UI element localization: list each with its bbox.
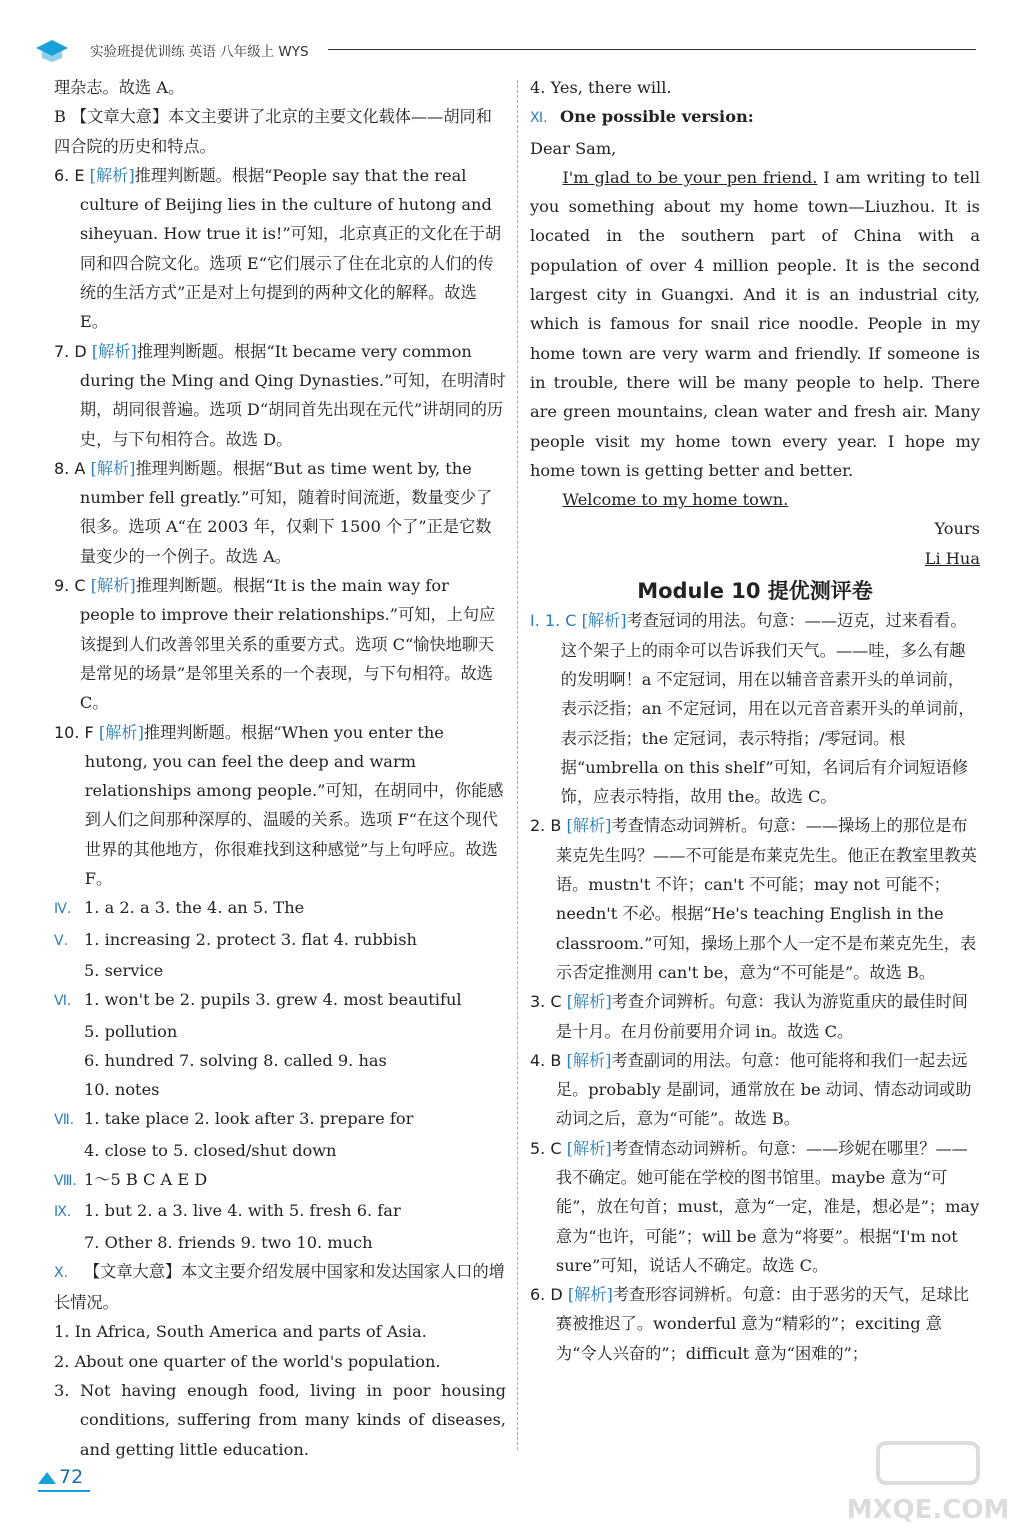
letter-closing: Welcome to my home town.	[562, 490, 789, 510]
answer-item	[54, 161, 506, 337]
item-number: 8. A	[54, 458, 86, 478]
analysis-tag: [解析]	[566, 816, 612, 836]
item-number: 7. D	[54, 341, 87, 361]
answer-item	[530, 1280, 980, 1368]
left-column	[54, 73, 506, 1464]
answer-line: 10. notes	[84, 1080, 160, 1100]
summary-paragraph: B 【文章大意】本文主要讲了北京的主要文化载体——胡同和四合院的历史和特点。	[54, 107, 492, 156]
answer-line: 4. Yes, there will.	[530, 78, 672, 97]
answer-line: 2. About one quarter of the world's population.	[54, 1351, 441, 1371]
item-number: 4. B	[530, 1050, 562, 1070]
answer-item	[530, 1046, 980, 1134]
item-text: 推理判断题。根据“It is the main way for people to improve their relationships.”可知，上句应该提到人们改善邻里关系的重要方式。选项 C“愉快地聊天是常见的场景”是邻里关系的一个表现，与下句相符。故选 C。	[79, 576, 496, 713]
page-number-text: 72	[59, 1466, 84, 1488]
item-number: Ⅰ. 1. C	[530, 611, 577, 631]
item-number: 2. B	[530, 816, 562, 836]
item-number: 6. D	[530, 1285, 563, 1305]
answer-line: 1. won't be 2. pupils 3. grew 4. most beautiful	[84, 990, 462, 1010]
letter-body	[530, 163, 980, 485]
letter-sign-off: Yours	[934, 519, 980, 539]
item-text: 考查介词辨析。句意：我认为游览重庆的最佳时间是十月。在月份前要用介词 in。故选 C。	[555, 992, 968, 1041]
item-text: 考查形容词辨析。句意：由于恶劣的天气，足球比赛被推迟了。wonderful 意为“精彩的”；exciting 意为“令人兴奋的”；difficult 意为“困难的”；	[555, 1285, 969, 1363]
analysis-tag: [解析]	[91, 341, 137, 361]
item-number: 3. C	[530, 992, 562, 1012]
right-column	[530, 73, 980, 1368]
analysis-tag: [解析]	[90, 576, 136, 596]
answer-line: 1. take place 2. look after 3. prepare for	[84, 1109, 414, 1129]
section-numeral: Ⅴ.	[54, 932, 69, 949]
answer-block	[54, 925, 506, 986]
letter-closing-line	[530, 485, 980, 514]
analysis-tag: [解析]	[566, 992, 612, 1012]
answer-row	[54, 925, 506, 956]
up-arrow-icon	[38, 1472, 56, 1484]
answer-item	[54, 718, 506, 894]
section-x-summary	[54, 1257, 506, 1318]
section-xi	[530, 102, 980, 133]
letter-greeting: Dear Sam,	[530, 138, 617, 158]
answer-line: 1. increasing 2. protect 3. flat 4. rubbish	[84, 929, 417, 949]
answer-block	[54, 1165, 506, 1196]
item-number: 10. F	[54, 722, 94, 742]
answer-row	[54, 1196, 506, 1227]
section-numeral: Ⅵ.	[54, 993, 72, 1010]
answer-line: 5. pollution	[84, 1021, 178, 1041]
analysis-tag: [解析]	[581, 611, 627, 631]
answer-item	[530, 606, 980, 811]
header-title: 实验班提优训练 英语 八年级上 WYS	[90, 44, 309, 60]
analysis-tag: [解析]	[98, 722, 144, 742]
answer-line: 5. service	[84, 960, 164, 980]
item-text: 推理判断题。根据“People say that the real culture of Beijing lies in the culture of hutong and siheyuan. How true it is!”可知，北京真正的文化在于胡同和四合院文化。选项 E“它们展示了住在北京的人们的传统的生活方式”正是对上句提到的两种文化的解释。故选 E。	[79, 165, 502, 332]
answer-line: 1. In Africa, South America and parts of Asia.	[54, 1322, 427, 1342]
analysis-tag: [解析]	[566, 1138, 612, 1158]
answer-line: 4. close to 5. closed/shut down	[84, 1140, 337, 1160]
item-text: 推理判断题。根据“But as time went by, the number fell greatly.”可知，随着时间流逝，数量变少了很多。选项 A“在 2003 年，仅剩下 1500 个了”正是它数量变少的一个例子。故选 A。	[79, 458, 493, 566]
module-title: Module 10 提优测评卷	[637, 579, 873, 604]
answer-line: 7. Other 8. friends 9. two 10. much	[84, 1232, 373, 1252]
item-number: 5. C	[530, 1138, 562, 1158]
answer-row	[54, 893, 506, 924]
answer-item	[530, 811, 980, 987]
item-text: 考查情态动词辨析。句意：——珍妮在哪里？——我不确定。她可能在学校的图书馆里。maybe 意为“可能”，放在句首；must，意为“一定，准是，想必是”；may 意为“也许，可能”；will be 意为“将要”。根据“I'm not sure”可知，说话人不确定。故选 C。	[555, 1138, 980, 1275]
analysis-tag: [解析]	[90, 458, 136, 478]
letter-text: I am writing to tell you something about my home town—Liuzhou. It is located in the southern part of China with a population of over 4 million people. It is the second largest city in Guangxi. And it is an industrial city, which is famous for snail rice noodle. People in my home town are very warm and friendly. If someone is in trouble, there will be many people to help. There are green mountains, clean water and fresh air. Many people visit my home town every year. I hope my home town is getting better and better.	[530, 167, 980, 480]
answer-row	[54, 985, 506, 1016]
item-text: 推理判断题。根据“When you enter the hutong, you can feel the deep and warm relationships among people.”可知，在胡同中，你能感到人们之间那种深厚的、温暖的关系。选项 F“在这个现代世界的其他地方，你很难找到这种感觉”与上句呼应。故选 F。	[84, 722, 504, 889]
text-line: 理杂志。故选 A。	[54, 78, 185, 97]
watermark-text: MXQE.COM	[846, 1495, 1010, 1525]
item-text: 推理判断题。根据“It became very common during the Ming and Qing Dynasties.”可知，在明清时期，胡同很普遍。选项 D“胡同首先出现在元代”讲胡同的历史，与下句相符合。故选 D。	[79, 341, 506, 449]
watermark-stamp-icon	[873, 1438, 983, 1488]
answer-item	[54, 571, 506, 717]
page-number	[38, 1466, 83, 1488]
watermark-logo	[843, 1438, 1013, 1528]
letter-opening: I'm glad to be your pen friend.	[562, 167, 818, 187]
answer-block	[54, 985, 506, 1104]
summary-text: 【文章大意】本文主要介绍发展中国家和发达国家人口的增长情况。	[54, 1261, 505, 1313]
answer-line: 3. Not having enough food, living in poor housing conditions, suffering from many kinds of diseases, and getting little education.	[54, 1381, 506, 1459]
answer-item	[54, 337, 506, 454]
book-logo-icon	[34, 36, 70, 62]
item-number: 6. E	[54, 165, 85, 185]
item-text: 考查情态动词辨析。句意：——操场上的那位是布莱克先生吗？——不可能是布莱克先生。他正在教室里教英语。mustn't 不许；can't 不可能；may not 可能不；needn't 不必。根据“He's teaching English in the classroom.”可知，操场上那个人一定不是布莱克先生，表示否定推测用 can't be，意为“不可能是”。故选 B。	[555, 816, 977, 982]
item-text: 考查冠词的用法。句意：——迈克，过来看看。这个架子上的雨伞可以告诉我们天气。——哇，多么有趣的发明啊！a 不定冠词，用在以辅音音素开头的单词前，表示泛指；an 不定冠词，用在以元音音素开头的单词前，表示泛指；the 定冠词，表示特指；/零冠词。根据“umbrella on this shelf”可知，名词后有介词短语修饰，应表示特指，故用 the。故选 C。	[560, 611, 975, 807]
answer-item	[54, 454, 506, 571]
page-number-underline	[38, 1490, 90, 1492]
section-numeral: Ⅺ.	[530, 110, 548, 127]
answer-line: 6. hundred 7. solving 8. called 9. has	[84, 1050, 387, 1070]
answer-row	[54, 1165, 506, 1196]
answer-block	[54, 1196, 506, 1257]
letter-signature: Li Hua	[924, 548, 980, 568]
analysis-tag: [解析]	[566, 1050, 612, 1070]
page-header	[34, 36, 984, 60]
header-rule	[328, 49, 976, 50]
section-numeral: Ⅹ.	[54, 1264, 69, 1281]
answer-item	[530, 1134, 980, 1280]
section-numeral: Ⅸ.	[54, 1204, 72, 1221]
column-divider	[517, 80, 518, 1450]
section-label: One possible version:	[560, 107, 754, 127]
sample-letter	[530, 134, 980, 573]
answer-line: 1. but 2. a 3. live 4. with 5. fresh 6. far	[84, 1201, 401, 1221]
answer-block	[54, 1104, 506, 1165]
analysis-tag: [解析]	[567, 1285, 613, 1305]
analysis-tag: [解析]	[89, 165, 135, 185]
answer-line: 1～5 B C A E D	[84, 1169, 208, 1189]
item-number: 9. C	[54, 576, 86, 596]
item-text: 考查副词的用法。句意：他可能将和我们一起去远足。probably 是副词，通常放在 be 动词、情态动词或助动词之后，意为“可能”。故选 B。	[555, 1050, 972, 1129]
section-numeral: Ⅷ.	[54, 1172, 77, 1189]
section-numeral: Ⅳ.	[54, 901, 72, 918]
answer-block	[54, 893, 506, 924]
answer-item	[530, 987, 980, 1046]
section-numeral: Ⅶ.	[54, 1112, 75, 1129]
answer-row	[54, 1104, 506, 1135]
answer-line: 1. a 2. a 3. the 4. an 5. The	[84, 898, 305, 918]
